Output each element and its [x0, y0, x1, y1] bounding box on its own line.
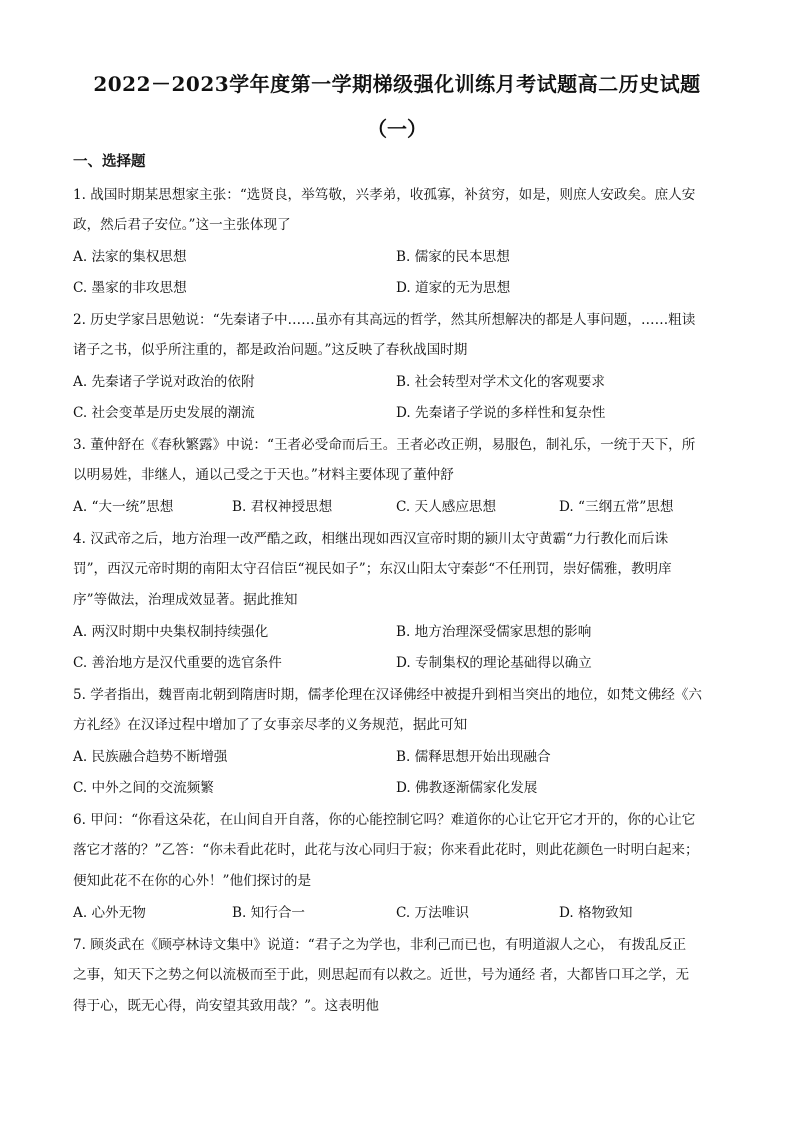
question-2-option-b: B. 社会转型对学术文化的客观要求: [396, 374, 605, 390]
question-7-line-3: 得于心，既无心得，尚安望其致用哉？”。这表明他: [73, 998, 380, 1014]
question-6-line-2: 落它才落的？”乙答：“你未看此花时，此花与汝心同归于寂；你来看此花时，则此花颜色一时明白起来；: [73, 842, 699, 858]
question-3-option-a: A. “大一统”思想: [73, 499, 174, 515]
question-7-line-1: 7. 顾炎武在《顾亭林诗文集中》说道：“君子之为学也，非利己而已也，有明道淑人之心， 有拨乱反正: [73, 937, 687, 953]
question-3-option-c: C. 天人感应思想: [396, 499, 497, 515]
question-4-option-a: A. 两汉时期中央集权制持续强化: [73, 624, 269, 640]
question-2-option-c: C. 社会变革是历史发展的潮流: [73, 405, 255, 421]
question-1-line-2: 政，然后君子安位。”这一主张体现了: [73, 217, 291, 233]
question-5-option-d: D. 佛教逐渐儒家化发展: [396, 780, 538, 796]
exam-title: 2022－2023学年度第一学期梯级强化训练月考试题高二历史试题: [93, 72, 701, 96]
question-2-option-a: A. 先秦诸子学说对政治的依附: [73, 374, 255, 390]
question-4-option-c: C. 善治地方是汉代重要的选官条件: [73, 655, 282, 671]
question-1-option-d: D. 道家的无为思想: [396, 280, 511, 296]
question-3-option-d: D. “三纲五常”思想: [559, 499, 674, 515]
question-5-line-1: 5. 学者指出，魏晋南北朝到隋唐时期，儒孝伦理在汉译佛经中被提升到相当突出的地位，如梵文佛经《六: [73, 687, 703, 703]
question-6-option-b: B. 知行合一: [232, 905, 306, 921]
question-5-line-2: 方礼经》在汉译过程中增加了了女事亲尽孝的义务规范，据此可知: [73, 717, 468, 733]
question-7-line-2: 之事，知天下之势之何以流极而至于此，则思起而有以救之。近世，号为通经 者，大都皆口耳之学，无: [73, 967, 690, 983]
exam-subtitle: （一）: [367, 117, 427, 141]
question-6-line-3: 便知此花不在你的心外！”他们探讨的是: [73, 873, 312, 889]
question-1-line-1: 1. 战国时期某思想家主张：“选贤良，举笃敬，兴孝弟，收孤寡，补贫穷，如是，则庶人安政矣。庶人安: [73, 187, 696, 203]
question-5-option-b: B. 儒释思想开始出现融合: [396, 749, 551, 765]
question-4-line-3: 序”等做法，治理成效显著。据此推知: [73, 592, 298, 608]
question-5-option-a: A. 民族融合趋势不断增强: [73, 749, 228, 765]
question-3-line-2: 以明易姓，非继人，通以己受之于天也。”材料主要体现了董仲舒: [73, 467, 454, 483]
section-title: 一、选择题: [73, 153, 146, 170]
question-5-option-c: C. 中外之间的交流频繁: [73, 780, 214, 796]
question-3-option-b: B. 君权神授思想: [232, 499, 333, 515]
question-4-line-1: 4. 汉武帝之后，地方治理一改严酷之政，相继出现如西汉宣帝时期的颍川太守黄霸“力行教化而后诛: [73, 531, 669, 547]
question-2-line-1: 2. 历史学家吕思勉说：“先秦诸子中……虽亦有其高远的哲学，然其所想解决的都是人事问题，……粗读: [73, 312, 696, 328]
question-1-option-b: B. 儒家的民本思想: [396, 249, 510, 265]
question-6-option-d: D. 格物致知: [559, 905, 633, 921]
question-3-line-1: 3. 董仲舒在《春秋繁露》中说：“王者必受命而后王。王者必改正朔，易服色，制礼乐，一统于天下，所: [73, 437, 696, 453]
question-2-line-2: 诸子之书，似乎所注重的，都是政治问题。”这反映了春秋战国时期: [73, 342, 468, 358]
question-6-option-c: C. 万法唯识: [396, 905, 469, 921]
question-1-option-c: C. 墨家的非攻思想: [73, 280, 187, 296]
question-1-option-a: A. 法家的集权思想: [73, 249, 187, 265]
question-4-option-b: B. 地方治理深受儒家思想的影响: [396, 624, 592, 640]
question-6-option-a: A. 心外无物: [73, 905, 146, 921]
question-4-line-2: 罚”，西汉元帝时期的南阳太守召信臣“视民如子”；东汉山阳太守秦彭“不任刑罚，崇好儒雅，教明庠: [73, 561, 672, 577]
question-6-line-1: 6. 甲问：“你看这朵花，在山间自开自落，你的心能控制它吗？难道你的心让它开它才开的，你的心让它: [73, 812, 696, 828]
question-4-option-d: D. 专制集权的理论基础得以确立: [396, 655, 592, 671]
question-2-option-d: D. 先秦诸子学说的多样性和复杂性: [396, 405, 606, 421]
